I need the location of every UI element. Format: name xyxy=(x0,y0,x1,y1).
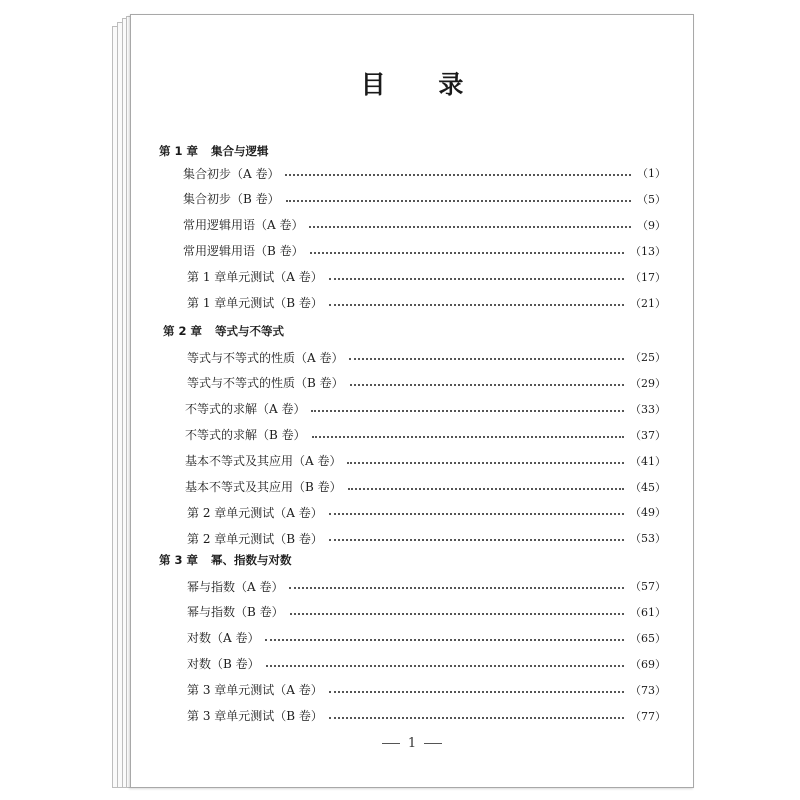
page-number: 1 xyxy=(407,736,417,751)
toc-entry[interactable] xyxy=(187,630,666,646)
entry-title: 常用逻辑用语（A 卷） xyxy=(183,218,304,233)
toc-entry[interactable] xyxy=(183,165,666,181)
dot-leader xyxy=(289,587,624,589)
toc-entry[interactable] xyxy=(187,295,666,311)
entry-page-number: （25） xyxy=(630,351,666,364)
entry-title: 第 1 章单元测试（A 卷） xyxy=(187,270,323,285)
entry-title: 第 1 章单元测试（B 卷） xyxy=(187,296,323,310)
dot-leader xyxy=(329,691,624,693)
toc-entry[interactable] xyxy=(187,708,666,724)
dot-leader xyxy=(329,278,624,280)
chapter-number: 第 1 章 xyxy=(159,144,199,158)
entry-page-number: （69） xyxy=(630,657,666,671)
entry-title: 集合初步（A 卷） xyxy=(183,166,280,181)
toc-entry[interactable] xyxy=(187,578,666,594)
dot-leader xyxy=(309,226,631,228)
entry-page-number: （61） xyxy=(630,605,666,619)
dot-leader xyxy=(350,384,624,386)
dot-leader xyxy=(329,304,624,306)
entry-page-number: （65） xyxy=(630,631,666,645)
chapter-title: 幂、指数与对数 xyxy=(211,553,292,567)
entry-title: 基本不等式及其应用（B 卷） xyxy=(185,480,342,494)
chapter-heading xyxy=(163,323,284,339)
entry-page-number: （17） xyxy=(630,270,666,284)
entry-title: 第 2 章单元测试（B 卷） xyxy=(187,531,323,546)
entry-title: 幂与指数（B 卷） xyxy=(187,605,284,620)
entry-page-number: （1） xyxy=(637,167,666,180)
entry-title: 第 3 章单元测试（B 卷） xyxy=(187,709,323,723)
toc-entry[interactable] xyxy=(185,427,666,443)
toc-entry[interactable] xyxy=(187,375,666,391)
entry-title: 第 3 章单元测试（A 卷） xyxy=(187,683,323,698)
entry-page-number: （45） xyxy=(630,480,666,494)
dot-leader xyxy=(266,665,624,667)
entry-title: 对数（A 卷） xyxy=(187,631,260,646)
chapter-number: 第 2 章 xyxy=(163,324,203,338)
toc-entry[interactable] xyxy=(187,504,666,520)
entry-title: 等式与不等式的性质（A 卷） xyxy=(187,350,344,365)
chapter-heading xyxy=(159,552,292,568)
toc-entry[interactable] xyxy=(185,479,666,495)
dot-leader xyxy=(290,613,624,615)
entry-title: 等式与不等式的性质（B 卷） xyxy=(187,376,344,391)
chapter-heading xyxy=(159,143,269,159)
entry-title: 不等式的求解（B 卷） xyxy=(185,428,306,443)
entry-title: 对数（B 卷） xyxy=(187,657,260,672)
entry-page-number: （57） xyxy=(630,580,666,593)
dot-leader xyxy=(348,488,624,490)
dot-leader xyxy=(310,252,624,254)
entry-title: 常用逻辑用语（B 卷） xyxy=(183,244,304,259)
footer-dash xyxy=(424,743,442,744)
toc-entry[interactable] xyxy=(187,656,666,672)
entry-title: 集合初步（B 卷） xyxy=(183,192,280,207)
dot-leader xyxy=(329,717,624,719)
toc-entry[interactable] xyxy=(187,269,666,285)
toc-entry[interactable] xyxy=(183,243,666,259)
footer-dash xyxy=(382,743,400,744)
entry-page-number: （33） xyxy=(630,402,666,416)
toc-entry[interactable] xyxy=(187,349,666,365)
entry-title: 基本不等式及其应用（A 卷） xyxy=(185,454,342,469)
toc-entry[interactable] xyxy=(183,191,666,207)
entry-page-number: （49） xyxy=(630,506,666,520)
chapter-title: 等式与不等式 xyxy=(215,324,285,338)
dot-leader xyxy=(312,436,624,438)
entry-page-number: （5） xyxy=(637,192,666,206)
entry-page-number: （37） xyxy=(630,428,666,442)
dot-leader xyxy=(329,513,624,515)
dot-leader xyxy=(311,410,624,412)
dot-leader xyxy=(349,358,624,360)
dot-leader xyxy=(329,539,624,541)
toc-entry[interactable] xyxy=(185,453,666,469)
entry-page-number: （9） xyxy=(637,218,666,232)
entry-page-number: （29） xyxy=(630,376,666,390)
entry-title: 不等式的求解（A 卷） xyxy=(185,402,306,417)
entry-page-number: （53） xyxy=(630,532,666,546)
entry-page-number: （73） xyxy=(630,683,666,697)
dot-leader xyxy=(286,200,631,202)
entry-title: 第 2 章单元测试（A 卷） xyxy=(187,505,323,520)
toc-page xyxy=(130,14,694,788)
toc-entry[interactable] xyxy=(187,604,666,620)
entry-title: 幂与指数（A 卷） xyxy=(187,579,284,594)
toc-entry[interactable] xyxy=(187,682,666,698)
toc-entry[interactable] xyxy=(183,217,666,233)
dot-leader xyxy=(347,462,624,464)
entry-page-number: （21） xyxy=(630,296,666,310)
page-number-footer xyxy=(131,736,693,751)
entry-page-number: （41） xyxy=(630,454,666,468)
toc-entry[interactable] xyxy=(185,401,666,417)
dot-leader xyxy=(285,174,631,176)
chapter-number: 第 3 章 xyxy=(159,553,199,567)
chapter-title: 集合与逻辑 xyxy=(211,144,269,158)
toc-entry[interactable] xyxy=(187,530,666,546)
entry-page-number: （77） xyxy=(630,709,666,723)
page-title: 目 录 xyxy=(360,70,486,99)
dot-leader xyxy=(265,639,624,641)
entry-page-number: （13） xyxy=(630,244,666,258)
